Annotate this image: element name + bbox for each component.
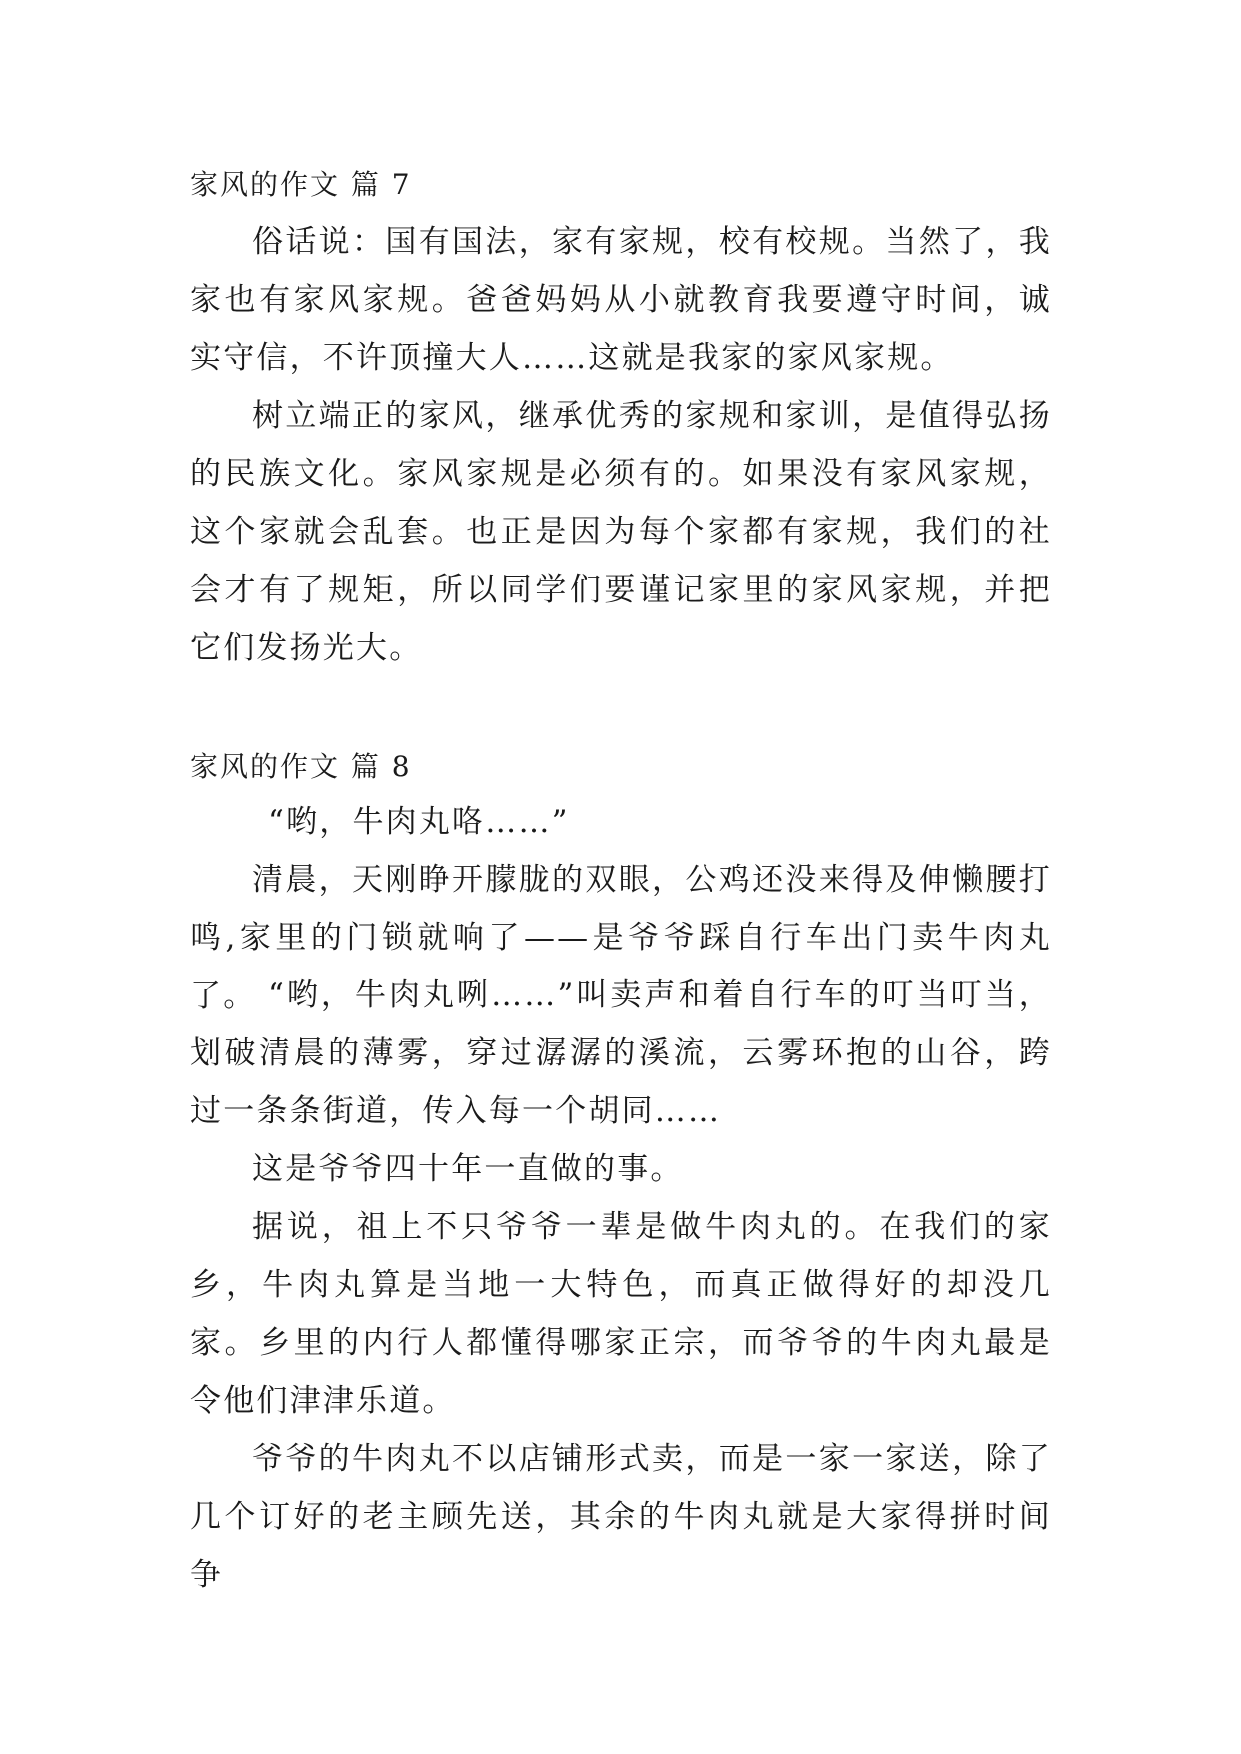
section-7-paragraph-1: 俗话说：国有国法，家有家规，校有校规。当然了，我家也有家风家规。爸爸妈妈从小就教育我要遵守时间，诚实守信，不许顶撞大人……这就是我家的家风家规。 [190, 224, 1052, 376]
section-8-paragraph-6: 爷爷的牛肉丸不以店铺形式卖，而是一家一家送，除了几个订好的老主顾先送，其余的牛肉丸就是大家得拼时间争 [190, 1441, 1052, 1593]
section-8-paragraph-5: 据说，祖上不只爷爷一辈是做牛肉丸的。在我们的家乡，牛肉丸算是当地一大特色，而真正做得好的却没几家。乡里的内行人都懂得哪家正宗，而爷爷的牛肉丸最是令他们津津乐道。 [190, 1209, 1052, 1419]
section-8-paragraph-4: 这是爷爷四十年一直做的事。 [252, 1151, 684, 1187]
section-8-title: 家风的作文 篇 8 [190, 750, 412, 783]
section-8-paragraph-2: 清晨，天刚睁开朦胧的双眼，公鸡还没来得及伸懒腰打鸣,家里的门锁就响了——是爷爷踩自行车出门卖牛肉丸了。 [190, 862, 1052, 1014]
section-7-title: 家风的作文 篇 7 [190, 168, 412, 201]
section-8-paragraph-3: “哟，牛肉丸咧……”叫卖声和着自行车的叮当叮当，划破清晨的薄雾，穿过潺潺的溪流，云雾环抱的山谷，跨过一条条街道，传入每一个胡同…… [190, 977, 1052, 1129]
section-8-paragraph-1: “哟，牛肉丸咯……” [268, 804, 570, 840]
section-7-paragraph-2: 树立端正的家风，继承优秀的家规和家训，是值得弘扬的民族文化。家风家规是必须有的。如果没有家风家规，这个家就会乱套。也正是因为每个家都有家规，我们的社会才有了规矩，所以同学们要谨记家里的家风家规，并把它们发扬光大。 [190, 398, 1052, 666]
